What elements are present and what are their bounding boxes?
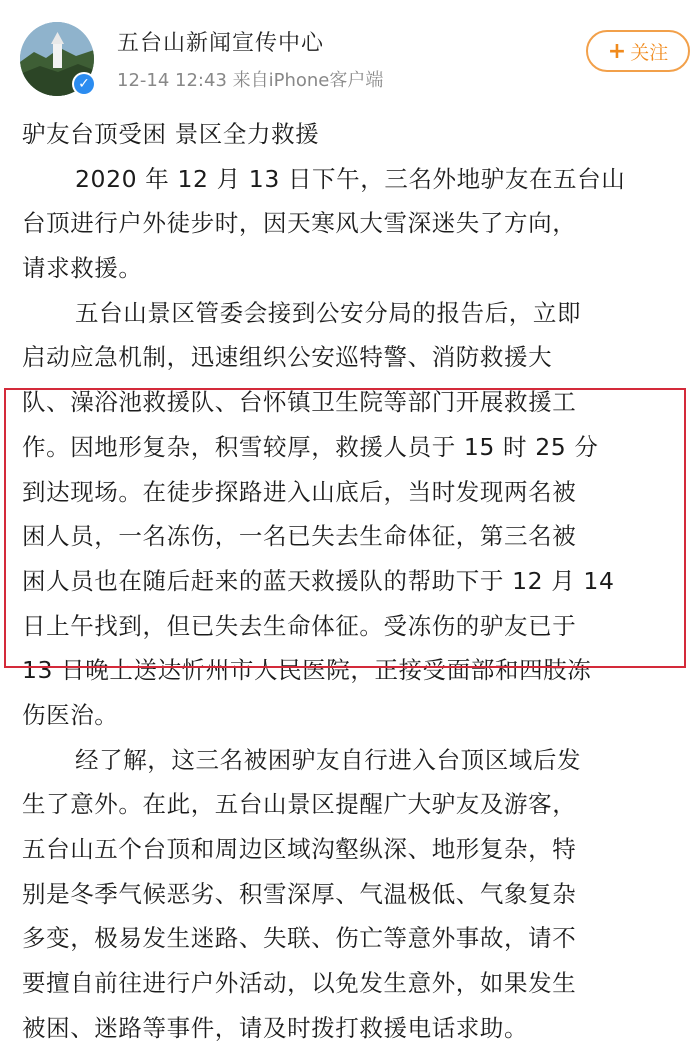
follow-label: 关注	[630, 41, 669, 64]
text-line: 被困、迷路等事件，请及时拨打救援电话求助。	[22, 1013, 529, 1042]
post-meta: 12-14 12:43 来自iPhone客户端	[117, 70, 384, 91]
text-line: 别是冬季气候恶劣、积雪深厚、气温极低、气象复杂	[22, 879, 577, 908]
text-line: 困人员也在随后赶来的蓝天救援队的帮助下于 12 月 14	[22, 566, 615, 595]
text-line: 队、澡浴池救援队、台怀镇卫生院等部门开展救援工	[22, 388, 577, 417]
verified-badge-icon: ✓	[72, 72, 96, 96]
text-line: 日上午找到，但已失去生命体征。受冻伤的驴友已于	[22, 611, 577, 640]
text-line: 困人员，一名冻伤，一名已失去生命体征，第三名被	[22, 522, 577, 551]
text-line: 要擅自前往进行户外活动，以免发生意外，如果发生	[22, 969, 577, 998]
text-line: 多变，极易发生迷路、失联、伤亡等意外事故，请不	[22, 924, 577, 953]
text-line: 生了意外。在此，五台山景区提醒广大驴友及游客，	[22, 790, 577, 819]
text-line: 到达现场。在徒步探路进入山底后，当时发现两名被	[22, 477, 577, 506]
follow-button[interactable]	[586, 30, 690, 72]
text-line: 伤医治。	[22, 700, 119, 729]
text-line: 经了解，这三名被困驴友自行进入台顶区域后发	[75, 745, 582, 774]
text-line: 2020 年 12 月 13 日下午，三名外地驴友在五台山	[75, 164, 626, 193]
text-line: 启动应急机制，迅速组织公安巡特警、消防救援大	[22, 343, 553, 372]
post-header	[0, 0, 700, 110]
plus-icon: +	[607, 38, 627, 64]
text-line: 台顶进行户外徒步时，因天寒风大雪深迷失了方向，	[22, 209, 577, 238]
text-line: 请求救援。	[22, 254, 143, 283]
text-line: 五台山五个台顶和周边区域沟壑纵深、地形复杂，特	[22, 835, 577, 863]
post-title: 驴友台顶受困 景区全力救援	[22, 120, 320, 148]
text-line: 五台山景区管委会接到公安分局的报告后，立即	[75, 298, 582, 327]
account-name[interactable]: 五台山新闻宣传中心	[117, 31, 325, 56]
post-body	[22, 112, 692, 1050]
text-line: 作。因地形复杂，积雪较厚，救援人员于 15 时 25 分	[22, 432, 599, 461]
text-line: 13 日晚上送达忻州市人民医院，正接受面部和四肢冻	[22, 656, 592, 685]
